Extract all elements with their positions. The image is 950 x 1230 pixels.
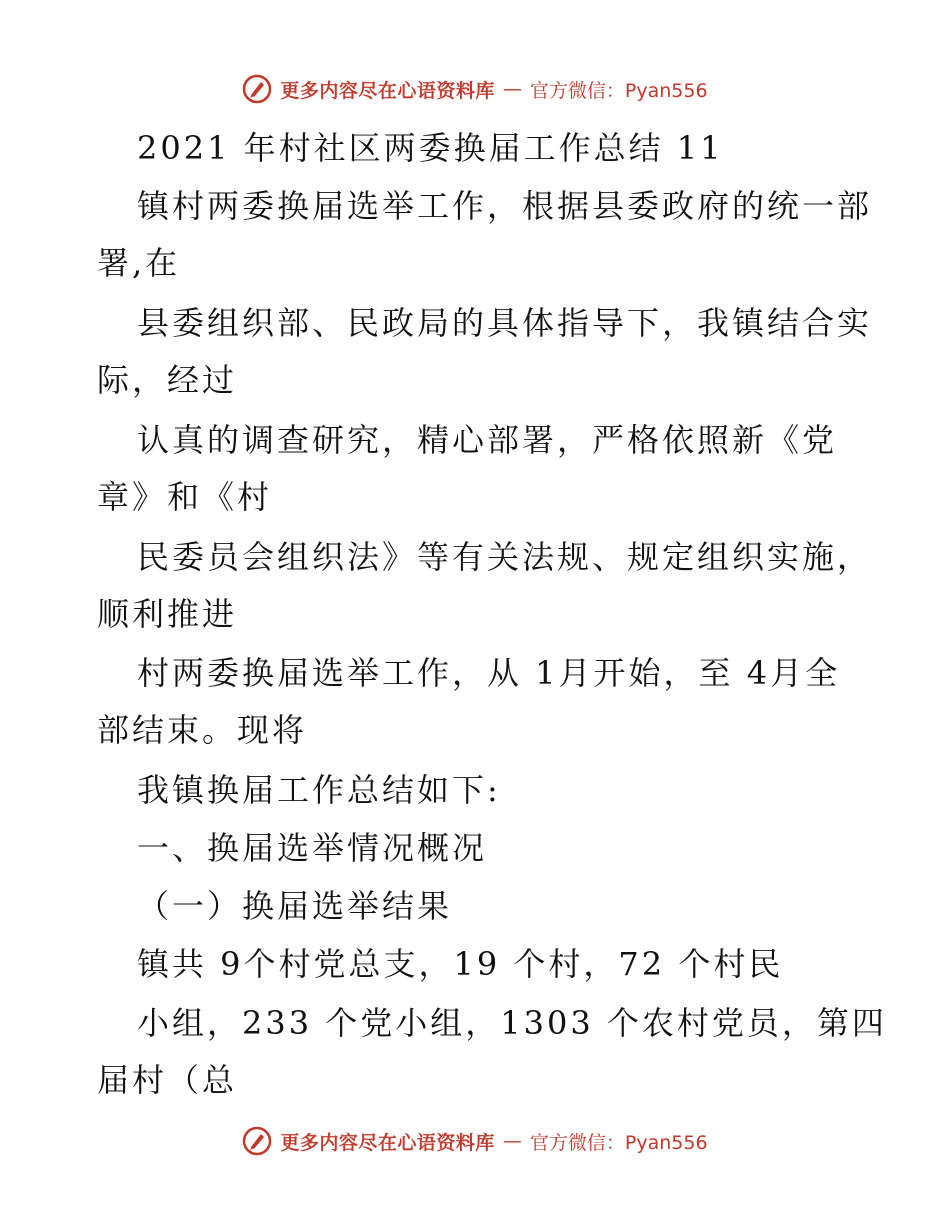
watermark-sub-text: 官方微信：Pyan556 bbox=[529, 79, 708, 102]
pen-logo-icon bbox=[242, 74, 272, 104]
watermark-footer bbox=[0, 1126, 950, 1156]
paragraph-line: 镇村两委换届选举工作，根据县委政府的统一部 bbox=[137, 187, 873, 225]
paragraph-line: 认真的调查研究，精心部署，严格依照新《党 bbox=[137, 421, 838, 459]
paragraph-line: 民委员会组织法》等有关法规、规定组织实施， bbox=[137, 538, 873, 576]
paragraph-line: 小组，233 个党小组，1303 个农村党员，第四 bbox=[137, 1004, 887, 1042]
watermark-main-text: 更多内容尽在心语资料库 bbox=[280, 79, 495, 102]
pen-logo-icon bbox=[242, 1126, 272, 1156]
paragraph-line: 署,在 bbox=[97, 244, 181, 282]
paragraph-line: 镇共 9个村党总支，19 个村，72 个村民 bbox=[137, 945, 784, 983]
paragraph-line: 届村（总 bbox=[97, 1061, 238, 1099]
subsection-heading: （一）换届选举结果 bbox=[137, 887, 453, 925]
watermark-separator: — bbox=[502, 1130, 522, 1152]
watermark-separator: — bbox=[502, 78, 522, 100]
watermark-main-text: 更多内容尽在心语资料库 bbox=[280, 1131, 495, 1154]
paragraph-line: 村两委换届选举工作，从 1月开始，至 4月全 bbox=[137, 654, 841, 692]
paragraph-line: 县委组织部、民政局的具体指导下，我镇结合实 bbox=[137, 304, 873, 342]
paragraph-line: 我镇换届工作总结如下: bbox=[137, 771, 501, 809]
watermark-header bbox=[0, 74, 950, 104]
paragraph-line: 顺利推进 bbox=[97, 595, 238, 633]
document-title: 2021 年村社区两委换届工作总结 11 bbox=[137, 129, 724, 167]
paragraph-line: 际，经过 bbox=[97, 361, 238, 399]
section-heading: 一、换届选举情况概况 bbox=[137, 829, 488, 867]
paragraph-line: 部结束。现将 bbox=[97, 711, 308, 749]
paragraph-line: 章》和《村 bbox=[97, 478, 273, 516]
watermark-sub-text: 官方微信：Pyan556 bbox=[529, 1131, 708, 1154]
